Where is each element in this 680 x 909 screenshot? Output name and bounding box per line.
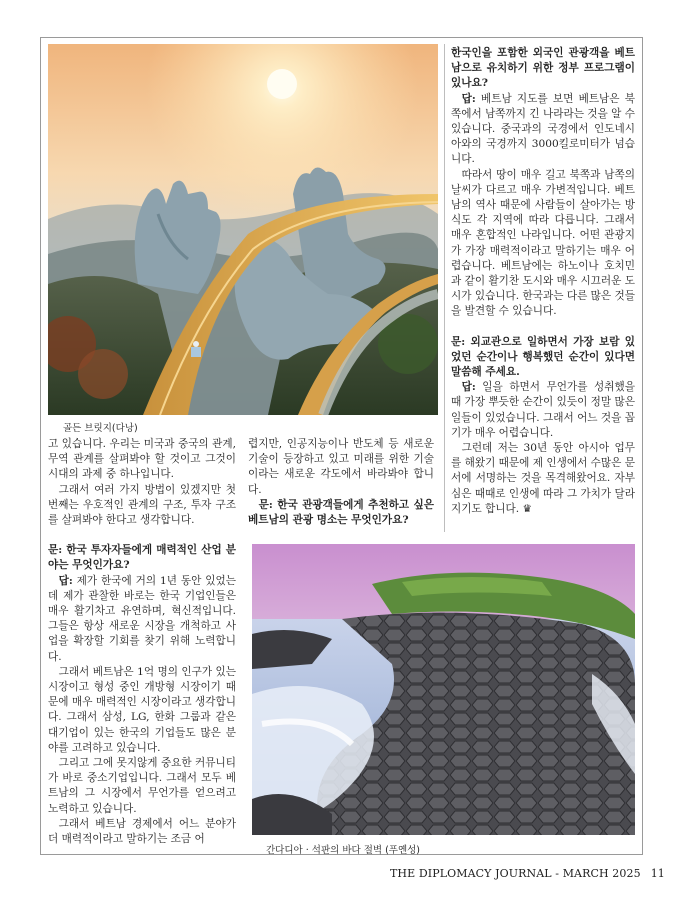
- left-paragraph-4: 그리고 그에 못지않게 중요한 커뮤니티가 바로 중소기업입니다. 그래서 모두 베트남의 그 시장에서 무언가를 얻으려고 노력하고 있습니다.: [48, 757, 236, 815]
- left-answer: [48, 574, 236, 665]
- column-divider: [444, 44, 445, 532]
- left-answer-label: 답:: [58, 574, 73, 587]
- question-2: 문: 외교관으로 일하면서 가장 보람 있었던 순간이나 행복했던 순간이 있다면 말씀해 주세요.: [451, 335, 635, 379]
- left-paragraph-1: 고 있습니다. 우리는 미국과 중국의 관계, 무역 관계를 살펴봐야 할 것이고 그것이 시대의 과제 중 하나입니다.: [48, 438, 236, 481]
- left-paragraph-5: 그래서 베트남 경제에서 어느 분야가 더 매력적이라고 말하기는 조금 어: [48, 817, 236, 846]
- answer-2-cont-text: 그런데 저는 30년 동안 아시아 업무를 해왔기 때문에 제 인생에서 수많은 문서에 서명하는 것을 목격해왔어요. 자부심은 때때로 인생에 따라 그 가치가 달라지기도 합니다.: [451, 442, 635, 515]
- golden-bridge-photo: [48, 44, 438, 415]
- basalt-cliff-photo: [252, 544, 635, 835]
- answer-2-cont: [451, 441, 635, 517]
- page-number: 11: [650, 867, 665, 880]
- cliff-caption: 간다디아 · 석판의 바다 절벽 (푸옌성): [266, 845, 421, 856]
- answer-1-text: 베트남 지도를 보면 베트남은 북쪽에서 남쪽까지 긴 나라라는 것을 알 수 있습니다. 중국과의 국경에서 인도네시아와의 국경까지 3000킬로미터가 넘습니다.: [451, 92, 635, 166]
- basalt-cliff-illustration: [252, 544, 635, 835]
- journal-name: THE DIPLOMACY JOURNAL - MARCH 2025: [390, 867, 641, 880]
- answer-1-cont: 따라서 땅이 매우 길고 북쪽과 남쪽의 날씨가 다르고 매우 가변적입니다. 베트남의 역사 때문에 사람들이 살아가는 방식도 각 지역에 따라 다릅니다. 그래서 매우 혼합적인 나라입니다. 어떤 관광지가 가장 매력적이라고 말하기는 매우 어렵습니다. 베트남에는 하노이나 호치민과 같이 활기찬 도시와 매우 시끄러운 도시가 있습니다. 한국과는 다른 많은 것들을 발견할 수 있습니다.: [451, 168, 635, 318]
- mid-question: 문: 한국 관광객들에게 추천하고 싶은 베트남의 관광 명소는 무엇인가요?: [248, 498, 434, 527]
- right-column-text: [451, 46, 635, 517]
- left-answer-text: 제가 한국에 거의 1년 동안 있었는데 제가 관찰한 바로는 한국 기업인들은 매우 활기차고 유연하며, 혁신적입니다. 그들은 항상 새로운 시장을 개척하고 사업을 확장할 기회를 찾기 위해 노력합니다.: [48, 574, 236, 663]
- answer-2: [451, 380, 635, 441]
- end-mark-icon: ♛: [522, 502, 533, 515]
- answer-1: [451, 92, 635, 168]
- mid-paragraph-1: 렵지만, 인공지능이나 반도체 등 새로운 기술이 등장하고 있고 미래를 위한 기술이라는 새로운 각도에서 바라봐야 합니다.: [248, 438, 434, 496]
- answer-label-2: 답:: [461, 381, 476, 394]
- golden-bridge-illustration: [48, 44, 438, 415]
- answer-label: 답:: [461, 92, 476, 105]
- answer-2-text: 일을 하면서 무언가를 성취했을 때 가장 뿌듯한 순간이 있듯이 정말 많은 일들이 있었습니다. 그래서 어느 것을 꼽기가 매우 어렵습니다.: [451, 381, 635, 439]
- question-1: 한국인을 포함한 외국인 관광객을 베트남으로 유치하기 위한 정부 프로그램이 있나요?: [451, 47, 635, 90]
- middle-column-text: [248, 437, 434, 528]
- bridge-caption: 골든 브릿지(다낭): [63, 423, 138, 434]
- left-paragraph-2: 그래서 여러 가지 방법이 있겠지만 첫 번째는 우호적인 관계의 구조, 투자 구조를 살펴봐야 한다고 생각합니다.: [48, 483, 236, 527]
- left-column-text: [48, 437, 236, 847]
- left-question: 문: 한국 투자자들에게 매력적인 산업 분야는 무엇인가요?: [48, 544, 236, 572]
- left-paragraph-3: 그래서 베트남은 1억 명의 인구가 있는 시장이고 형성 중인 개방형 시장이기 때문에 매우 매력적인 시장이라고 생각합니다. 그래서 삼성, LG, 한화 그룹과 같은 대기업이 있는 한국의 기업들도 많은 분야를 고려하고 있습니다.: [48, 665, 236, 754]
- page-footer: [390, 867, 665, 880]
